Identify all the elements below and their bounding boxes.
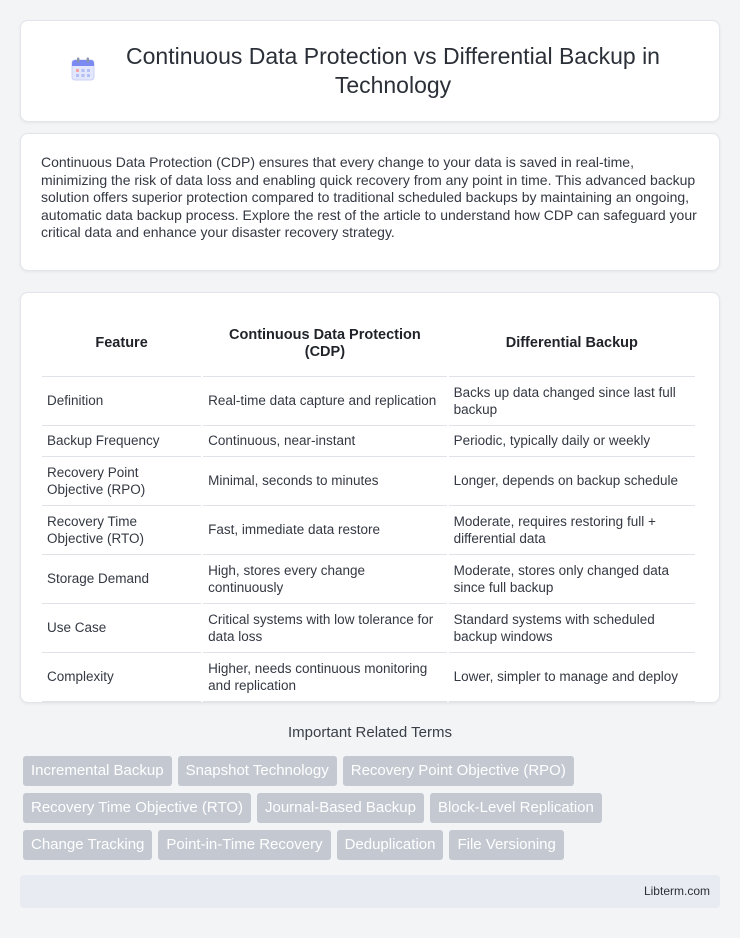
row-feature: Recovery Point Objective (RPO) [42,457,201,506]
related-terms-tags [23,756,723,860]
row-cdp: Higher, needs continuous monitoring and replication [203,653,446,702]
row-cdp: Fast, immediate data restore [203,506,446,555]
row-cdp: Minimal, seconds to minutes [203,457,446,506]
row-cdp: Critical systems with low tolerance for data loss [203,604,446,653]
row-differential: Backs up data changed since last full backup [449,377,695,426]
tag-point-in-time-recovery[interactable]: Point-in-Time Recovery [158,830,330,860]
row-differential: Moderate, stores only changed data since full backup [449,555,695,604]
tag-deduplication[interactable]: Deduplication [337,830,444,860]
row-differential: Periodic, typically daily or weekly [449,426,695,457]
row-cdp: Continuous, near-instant [203,426,446,457]
table-row [42,555,695,604]
calendar-icon [70,56,96,82]
tag-block-level-replication[interactable]: Block-Level Replication [430,793,602,823]
row-differential: Moderate, requires restoring full + differential data [449,506,695,555]
row-feature: Use Case [42,604,201,653]
tag-incremental-backup[interactable]: Incremental Backup [23,756,172,786]
intro-card [20,133,720,271]
tag-journal-based-backup[interactable]: Journal-Based Backup [257,793,424,823]
tag-change-tracking[interactable]: Change Tracking [23,830,152,860]
header-differential: Differential Backup [449,313,695,377]
header-feature: Feature [42,313,201,377]
table-row [42,653,695,702]
row-differential: Lower, simpler to manage and deploy [449,653,695,702]
related-terms-title: Important Related Terms [288,724,452,741]
row-differential: Standard systems with scheduled backup windows [449,604,695,653]
row-feature: Backup Frequency [42,426,201,457]
table-row [42,457,695,506]
row-differential: Longer, depends on backup schedule [449,457,695,506]
footer [20,875,720,908]
header-cdp: Continuous Data Protection (CDP) [203,313,446,377]
table-row [42,506,695,555]
row-feature: Storage Demand [42,555,201,604]
table-header-row [42,313,695,377]
page-title: Continuous Data Protection vs Differential Backup in Technology [126,43,660,98]
tag-snapshot-technology[interactable]: Snapshot Technology [178,756,337,786]
row-feature: Recovery Time Objective (RTO) [42,506,201,555]
comparison-table [40,313,697,702]
table-row [42,377,695,426]
tag-file-versioning[interactable]: File Versioning [449,830,563,860]
row-cdp: Real-time data capture and replication [203,377,446,426]
intro-paragraph: Continuous Data Protection (CDP) ensures that every change to your data is saved in real-time, minimizing the risk of data loss and enabling quick recovery from any point in time. This advanced backup solution offers superior protection compared to traditional scheduled backups by maintaining an ongoing, automatic data backup process. Explore the rest of the article to understand how CDP can safeguard your critical data and enhance your disaster recovery strategy. [41,154,697,240]
row-cdp: High, stores every change continuously [203,555,446,604]
header [70,42,670,100]
table-row [42,604,695,653]
table-row [42,426,695,457]
footer-site-link[interactable]: Libterm.com [643,884,710,898]
comparison-table-card [20,292,720,703]
row-feature: Definition [42,377,201,426]
tag-recovery-time-objective[interactable]: Recovery Time Objective (RTO) [23,793,251,823]
header-card [20,20,720,122]
row-feature: Complexity [42,653,201,702]
tag-recovery-point-objective[interactable]: Recovery Point Objective (RPO) [343,756,574,786]
